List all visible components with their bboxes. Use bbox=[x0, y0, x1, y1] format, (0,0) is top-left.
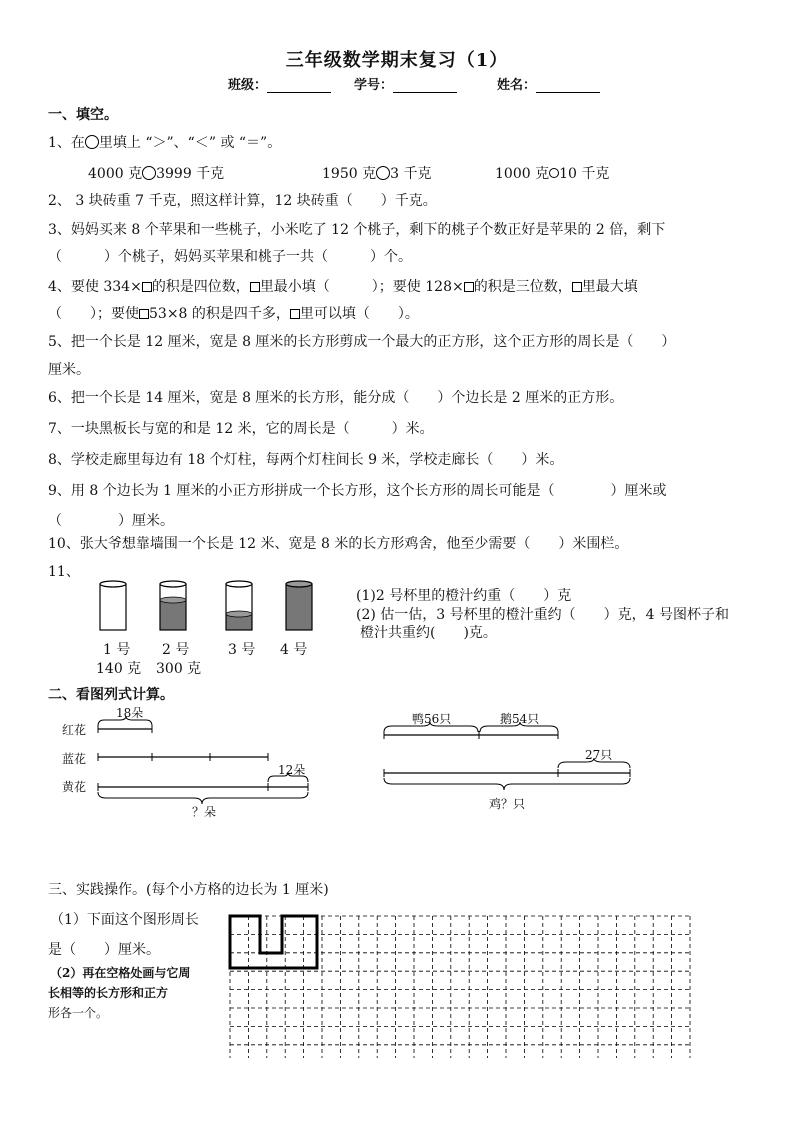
q1-item-3-right: 10 千克 bbox=[559, 166, 610, 182]
q1-item-2-right: 3 千克 bbox=[390, 166, 432, 182]
cups-figure bbox=[90, 578, 330, 638]
q4-text: （ ）；要使 bbox=[48, 306, 139, 322]
name-blank[interactable] bbox=[536, 78, 600, 93]
section2-heading: 二、看图列式计算。 bbox=[48, 687, 174, 703]
label-blue-flower: 蓝花 bbox=[62, 752, 87, 766]
s3-q1-line1: （1）下面这个图形周长 bbox=[50, 912, 199, 928]
cup-4-icon bbox=[286, 581, 312, 630]
q4-text: 里最大填 bbox=[581, 279, 638, 295]
name-label: 姓名： bbox=[497, 78, 537, 93]
question-5-line2: 厘米。 bbox=[48, 362, 90, 378]
q4-text: 里最小填（ ）；要使 128× bbox=[259, 279, 464, 295]
square-box-icon bbox=[572, 282, 582, 292]
name-field bbox=[497, 74, 600, 93]
cup-4-name: 4 号 bbox=[280, 642, 308, 658]
section1-heading: 一、填空。 bbox=[48, 107, 118, 123]
grid-paper[interactable] bbox=[226, 912, 694, 1058]
class-blank[interactable] bbox=[267, 78, 331, 93]
q1-item-1-right: 3999 千克 bbox=[156, 166, 225, 182]
note-duck: 鸭56只 bbox=[412, 712, 452, 726]
compare-circle-icon[interactable] bbox=[549, 168, 559, 178]
id-field bbox=[354, 74, 457, 93]
circle-icon bbox=[85, 135, 99, 149]
note-total-flowers: ？朵 bbox=[192, 805, 217, 819]
note-12: 12朵 bbox=[278, 763, 306, 777]
poultry-line-diagram bbox=[378, 718, 638, 798]
question-10: 10、张大爷想靠墙围一个长是 12 米、宽是 8 米的长方形鸡舍，他至少需要（ ）米围栏。 bbox=[48, 536, 629, 552]
q4-text: 53×8 的积是四千多， bbox=[149, 306, 290, 322]
q4-text: 的积是四位数， bbox=[151, 279, 250, 295]
q11-sub2-line1: (2) 估一估，3 号杯里的橙汁重约（ ）克，4 号图杯子和 bbox=[356, 607, 729, 623]
note-27: 27只 bbox=[585, 748, 613, 762]
s3-q1-line2: 是（ ）厘米。 bbox=[48, 942, 160, 958]
q4-text: 的积是三位数， bbox=[473, 279, 572, 295]
question-11-label: 11、 bbox=[48, 564, 80, 580]
question-7: 7、一块黑板长与宽的和是 12 米，它的周长是（ ）米。 bbox=[48, 421, 434, 437]
cup-1-weight: 140 克 bbox=[96, 661, 142, 677]
question-3-line1: 3、妈妈买来 8 个苹果和一些桃子，小米吃了 12 个桃子，剩下的桃子个数正好是苹果的 2 倍，剩下 bbox=[48, 222, 666, 238]
q1-prefix: 1、在 bbox=[48, 135, 85, 151]
question-6: 6、把一个长是 14 厘米，宽是 8 厘米的长方形，能分成（ ）个边长是 2 厘米的正方形。 bbox=[48, 390, 624, 406]
square-box-icon bbox=[139, 309, 149, 319]
cup-3-name: 3 号 bbox=[228, 642, 256, 658]
cup-3-icon bbox=[226, 581, 252, 630]
square-box-icon bbox=[464, 282, 474, 292]
cup-1-name: 1 号 bbox=[103, 642, 131, 658]
compare-circle-icon[interactable] bbox=[376, 166, 390, 180]
s3-q2-line2: 长相等的长方形和正方 bbox=[48, 986, 169, 1000]
question-8: 8、学校走廊里每边有 18 个灯柱，每两个灯柱间长 9 米，学校走廊长（ ）米。 bbox=[48, 452, 564, 468]
class-field bbox=[228, 74, 331, 93]
question-9-line1: 9、用 8 个边长为 1 厘米的小正方形拼成一个长方形，这个长方形的周长可能是（ ）厘米或 bbox=[48, 483, 667, 499]
section3-heading: 三、实践操作。(每个小方格的边长为 1 厘米) bbox=[48, 882, 329, 898]
q11-sub2-line2: 橙汁共重约( )克。 bbox=[360, 625, 497, 641]
cup-2-icon bbox=[160, 581, 186, 630]
label-yellow-flower: 黄花 bbox=[62, 780, 87, 794]
question-3-line2: （ ）个桃子，妈妈买苹果和桃子一共（ ）个。 bbox=[48, 249, 412, 265]
id-blank[interactable] bbox=[393, 78, 457, 93]
question-9-line2: （ ）厘米。 bbox=[48, 513, 174, 529]
q1-suffix: 里填上 “＞”、“＜” 或 “＝”。 bbox=[98, 135, 282, 151]
question-2: 2、 3 块砖重 7 千克，照这样计算，12 块砖重（ ）千克。 bbox=[48, 193, 437, 209]
label-red-flower: 红花 bbox=[62, 723, 87, 737]
s3-q2-line1: （2）再在空格处画与它周 bbox=[50, 966, 191, 980]
q1-item-3-left: 1000 克 bbox=[495, 166, 550, 182]
cup-1-icon bbox=[100, 581, 126, 630]
question-4-line1 bbox=[48, 277, 638, 297]
flower-line-diagram bbox=[90, 710, 320, 810]
q1-item-1-left: 4000 克 bbox=[88, 166, 143, 182]
page-title: 三年级数学期末复习（1） bbox=[285, 50, 509, 71]
s3-q2-line3: 形各一个。 bbox=[48, 1006, 109, 1020]
cup-2-weight: 300 克 bbox=[156, 661, 202, 677]
id-label: 学号： bbox=[354, 78, 394, 93]
cup-2-name: 2 号 bbox=[162, 642, 190, 658]
note-total-chickens: 鸡？只 bbox=[489, 797, 526, 811]
q4-text: 里可以填（ ）。 bbox=[299, 306, 419, 322]
q1-item-2-left: 1950 克 bbox=[322, 166, 377, 182]
q1-item-3 bbox=[495, 164, 609, 184]
q4-text: 4、要使 334× bbox=[48, 279, 142, 295]
class-label: 班级： bbox=[228, 78, 268, 93]
square-box-icon bbox=[290, 309, 300, 319]
compare-circle-icon[interactable] bbox=[142, 166, 156, 180]
note-18: 18朵 bbox=[116, 706, 144, 720]
square-box-icon bbox=[142, 282, 152, 292]
question-1 bbox=[48, 133, 281, 153]
question-5-line1: 5、把一个长是 12 厘米，宽是 8 厘米的长方形剪成一个最大的正方形，这个正方形的周长是（ ） bbox=[48, 334, 676, 350]
q11-sub1: (1)2 号杯里的橙汁约重（ ）克 bbox=[356, 588, 572, 604]
q1-item-2 bbox=[322, 164, 431, 184]
note-goose: 鹅54只 bbox=[500, 712, 540, 726]
q1-item-1 bbox=[88, 164, 224, 184]
question-4-line2 bbox=[48, 304, 419, 324]
square-box-icon bbox=[250, 282, 260, 292]
